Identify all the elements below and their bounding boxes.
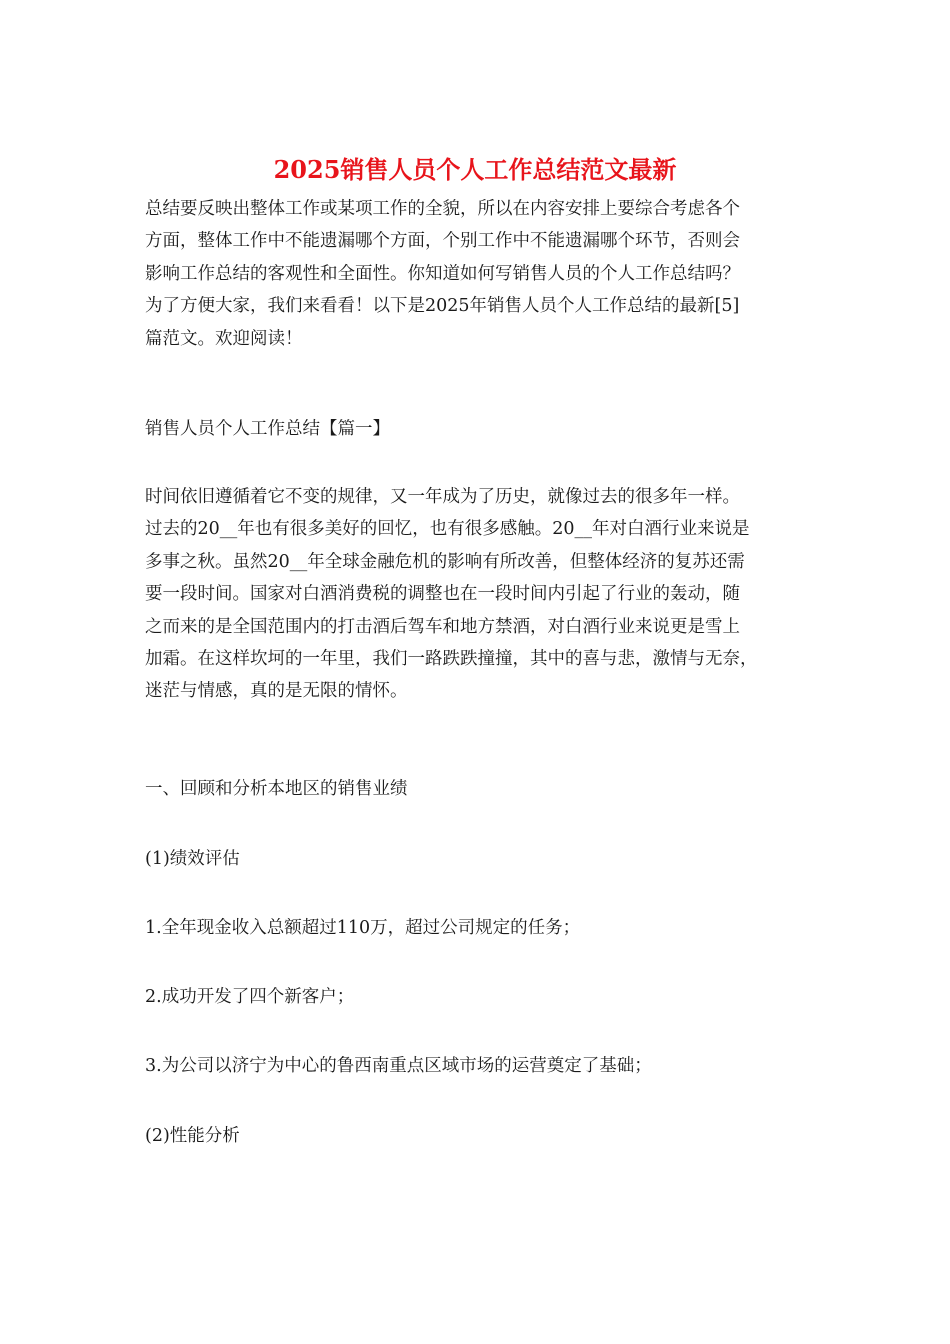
section-heading: 销售人员个人工作总结【篇一】	[145, 419, 390, 439]
body-line: 过去的20__年也有很多美好的回忆，也有很多感触。20__年对白酒行业来说是	[145, 519, 750, 540]
intro-line: 为了方便大家，我们来看看！以下是2025年销售人员个人工作总结的最新[5]	[145, 296, 740, 317]
subheading-performance-evaluation: (1)绩效评估	[145, 849, 240, 869]
intro-paragraph	[145, 193, 815, 355]
document-title: 2025销售人员个人工作总结范文最新	[273, 155, 677, 184]
body-line: 多事之秋。虽然20__年全球金融危机的影响有所改善，但整体经济的复苏还需	[145, 551, 745, 572]
body-line: 加霜。在这样坎坷的一年里，我们一路跌跌撞撞，其中的喜与悲，激情与无奈，	[145, 648, 758, 669]
intro-line: 篇范文。欢迎阅读！	[145, 328, 303, 349]
body-line: 要一段时间。国家对白酒消费税的调整也在一段时间内引起了行业的轰动，随	[145, 584, 740, 605]
body-line: 迷茫与情感，真的是无限的情怀。	[145, 681, 408, 702]
intro-line: 总结要反映出整体工作或某项工作的全貌，所以在内容安排上要综合考虑各个	[145, 199, 740, 219]
intro-line: 影响工作总结的客观性和全面性。你知道如何写销售人员的个人工作总结吗？	[145, 263, 740, 284]
heading-review: 一、回顾和分析本地区的销售业绩	[145, 779, 408, 799]
body-line: 之而来的是全国范围内的打击酒后驾车和地方禁酒，对白酒行业来说更是雪上	[145, 616, 740, 637]
subheading-performance-analysis: (2)性能分析	[145, 1126, 240, 1146]
intro-line: 方面，整体工作中不能遗漏哪个方面，个别工作中不能遗漏哪个环节，否则会	[145, 231, 740, 252]
body-line: 时间依旧遵循着它不变的规律，又一年成为了历史，就像过去的很多年一样。	[145, 487, 740, 507]
list-item-new-clients: 2.成功开发了四个新客户；	[145, 987, 355, 1007]
list-item-cash-income: 1.全年现金收入总额超过110万，超过公司规定的任务；	[145, 918, 581, 938]
list-item-market-foundation: 3.为公司以济宁为中心的鲁西南重点区域市场的运营奠定了基础；	[145, 1056, 652, 1076]
body-paragraph	[145, 481, 815, 708]
